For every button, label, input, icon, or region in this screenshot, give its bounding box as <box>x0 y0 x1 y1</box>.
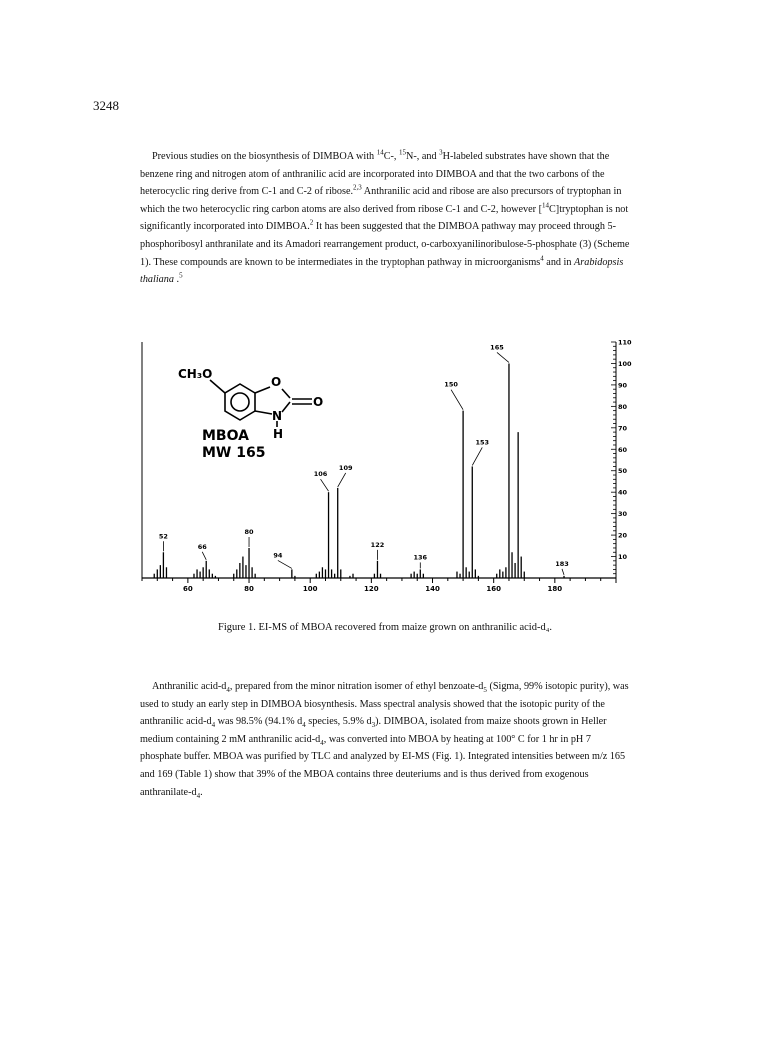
peak-label-80: 80 <box>244 527 254 536</box>
y-tick-label: 30 <box>618 510 628 519</box>
aromatic-circle <box>231 393 249 411</box>
label-ch3o: CH₃O <box>178 367 213 381</box>
x-tick-label: 180 <box>547 585 563 593</box>
annotation-leader-153 <box>472 447 482 465</box>
peak-label-66: 66 <box>197 542 207 551</box>
peak-label-165: 165 <box>490 343 504 352</box>
x-tick-label: 160 <box>486 585 501 593</box>
peak-label-153: 153 <box>475 438 490 447</box>
annotation-leader-165 <box>497 352 509 362</box>
figure-caption: Figure 1. EI-MS of MBOA recovered from maize grown on anthranilic acid-d₄. <box>217 622 553 633</box>
peak-label-109: 109 <box>338 463 353 472</box>
y-tick-label: 60 <box>618 445 628 454</box>
peak-label-52: 52 <box>158 532 168 541</box>
x-tick-label: 60 <box>182 585 193 593</box>
peak-label-136: 136 <box>413 553 428 562</box>
figure-ei-ms-spectrum <box>140 336 630 606</box>
annotation-leader-150 <box>451 390 463 410</box>
label-ring-oxygen: O <box>271 375 282 389</box>
paragraph-method: Anthranilic acid-$d_4$, prepared from the minor nitration isomer of ethyl benzoate-$d_5$ (Sigma, 99% isotopic purity), was used to study an early step in DIMBOA biosynthesis. Mass spectral analysis showed that the isotopic purity of the anthranilic acid-$d_4$ was 98.5% (94.1% $d_4$ species, 5.9% $d_3$). DIMBOA, isolated from maize shoots grown in Heller medium containing 2 mM anthranilic acid-$d_4$, was converted into MBOA by heating at 100° C for 1 hr in pH 7 phosphate buffer. MBOA was purified by TLC and analyzed by EI-MS (Fig. 1). Integrated intensities between m/z 165 and 169 (Table 1) show that 39% of the MBOA contains three deuteriums and is thus derived from exogenous anthranilate-$d_4$. <box>140 681 629 800</box>
bond-n-c-ring <box>255 411 272 414</box>
annotation-leader-94 <box>278 560 292 568</box>
bond-och3 <box>210 380 225 393</box>
y-tick-label: 10 <box>618 553 628 562</box>
y-tick-label: 100 <box>618 359 632 368</box>
y-tick-label: 110 <box>618 338 632 347</box>
annotation-leader-109 <box>338 473 346 487</box>
label-carbonyl-oxygen: O <box>313 395 324 409</box>
mass-spectrum-chart <box>140 336 630 606</box>
y-tick-label: 20 <box>618 531 628 540</box>
y-tick-label: 80 <box>618 402 628 411</box>
molecular-weight: MW 165 <box>202 445 266 461</box>
compound-name: MBOA <box>202 428 249 444</box>
peak-label-150: 150 <box>444 380 458 389</box>
peak-label-106: 106 <box>313 470 328 479</box>
chart-peaks <box>154 363 564 578</box>
label-hydrogen: H <box>273 427 284 441</box>
y-tick-label: 70 <box>618 424 628 433</box>
label-nitrogen: N <box>272 409 283 423</box>
paragraph-intro: Previous studies on the biosynthesis of DIMBOA with $^{14}$C-, $^{15}$N-, and $^3$H-labeled substrates have shown that the benzene ring and nitrogen atom of anthranilic acid are incorporated into DIMBOA and that the two carbons of the heterocyclic ring derive from C-1 and C-2 of ribose.$^{2,3}$ Anthranilic acid and ribose are also precursors of tryptophan in which the two heterocyclic ring carbon atoms are also derived from ribose C-1 and C-2, however [$^{14}$C]tryptophan is not significantly incorporated into DIMBOA.$^2$ It has been suggested that the DIMBOA pathway may proceed through 5-phosphoribosyl anthranilate and its Amadori rearrangement product, o-carboxyanilinoribulose-5-phosphate (3) (Scheme 1). These compounds are known to be intermediates in the tryptophan pathway in microorganisms$^4$ and in Arabidopsis thaliana .$^5$ <box>140 148 630 286</box>
x-tick-label: 80 <box>244 585 254 593</box>
bond-c-o-ring <box>255 387 270 393</box>
x-tick-label: 120 <box>364 585 379 593</box>
y-tick-label: 50 <box>618 467 628 476</box>
y-tick-label: 40 <box>618 488 628 497</box>
chemical-structure-mboa <box>210 380 312 427</box>
annotation-leader-66 <box>202 552 206 560</box>
peak-label-94: 94 <box>273 551 283 560</box>
x-tick-label: 140 <box>425 585 440 593</box>
x-tick-label: 100 <box>302 585 318 593</box>
bond-c-n <box>282 402 290 412</box>
page-number: 3248 <box>93 98 119 113</box>
benzene-ring <box>225 384 255 420</box>
peak-label-183: 183 <box>555 559 569 568</box>
peak-label-122: 122 <box>370 540 385 549</box>
bond-o-c <box>282 389 290 398</box>
chart-axes <box>142 339 632 594</box>
y-tick-label: 90 <box>618 381 628 390</box>
annotation-leader-106 <box>321 479 329 491</box>
annotation-leader-183 <box>562 569 564 575</box>
